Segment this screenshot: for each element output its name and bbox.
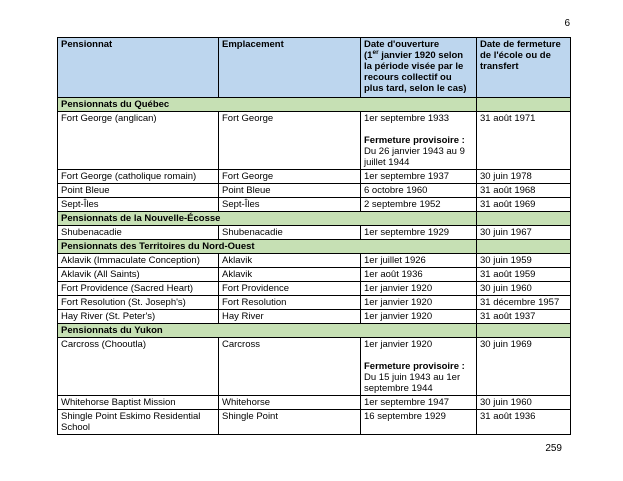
section-spacer-cell xyxy=(477,212,571,226)
opening-date: 1er août 1936 xyxy=(364,269,423,280)
cell-date-fermeture: 30 juin 1960 xyxy=(477,396,571,410)
cell-pensionnat: Point Bleue xyxy=(58,184,219,198)
cell-emplacement: Fort George xyxy=(219,170,361,184)
cell-date-fermeture: 30 juin 1969 xyxy=(477,338,571,396)
section-row xyxy=(58,240,571,254)
table-row xyxy=(58,184,571,198)
cell-emplacement: Carcross xyxy=(219,338,361,396)
opening-date: 2 septembre 1952 xyxy=(364,199,441,210)
section-title: Pensionnats des Territoires du Nord-Ouest xyxy=(58,240,477,254)
cell-pensionnat: Fort Resolution (St. Joseph's) xyxy=(58,296,219,310)
cell-pensionnat: Fort George (catholique romain) xyxy=(58,170,219,184)
cell-date-ouverture xyxy=(361,112,477,170)
cell-date-ouverture xyxy=(361,170,477,184)
opening-date: 1er septembre 1933 xyxy=(364,113,450,124)
page-number-top: 6 xyxy=(564,18,570,29)
provisional-closure-title: Fermeture provisoire : xyxy=(364,361,465,372)
cell-emplacement: Whitehorse xyxy=(219,396,361,410)
table-row xyxy=(58,396,571,410)
col-header-pensionnat: Pensionnat xyxy=(58,38,219,98)
opening-date: 1er janvier 1920 xyxy=(364,339,433,350)
provisional-closure-body: Du 15 juin 1943 au 1er septembre 1944 xyxy=(364,372,461,394)
superscript-er: er xyxy=(372,48,379,56)
provisional-closure-title: Fermeture provisoire : xyxy=(364,135,465,146)
section-spacer-cell xyxy=(477,98,571,112)
opening-date: 6 octobre 1960 xyxy=(364,185,428,196)
table-row xyxy=(58,310,571,324)
col-header-date-ouverture-label: Date d'ouverture xyxy=(364,39,440,50)
col-header-date-fermeture: Date de fermeture de l'école ou de transfert xyxy=(477,38,571,98)
cell-date-fermeture: 31 août 1969 xyxy=(477,198,571,212)
col-header-emplacement: Emplacement xyxy=(219,38,361,98)
cell-date-ouverture xyxy=(361,282,477,296)
cell-date-ouverture xyxy=(361,268,477,282)
cell-date-ouverture xyxy=(361,226,477,240)
cell-date-ouverture xyxy=(361,254,477,268)
cell-date-fermeture: 30 juin 1978 xyxy=(477,170,571,184)
table-row xyxy=(58,296,571,310)
cell-date-ouverture xyxy=(361,184,477,198)
cell-date-ouverture xyxy=(361,198,477,212)
cell-pensionnat: Aklavik (All Saints) xyxy=(58,268,219,282)
cell-pensionnat: Fort Providence (Sacred Heart) xyxy=(58,282,219,296)
pensionnats-table xyxy=(57,37,571,435)
header-row xyxy=(58,38,571,98)
cell-pensionnat: Sept-Îles xyxy=(58,198,219,212)
cell-date-fermeture: 30 juin 1960 xyxy=(477,282,571,296)
opening-date: 1er janvier 1920 xyxy=(364,297,433,308)
cell-date-fermeture: 31 août 1959 xyxy=(477,268,571,282)
cell-emplacement: Point Bleue xyxy=(219,184,361,198)
cell-date-fermeture: 30 juin 1959 xyxy=(477,254,571,268)
section-row xyxy=(58,212,571,226)
section-row xyxy=(58,98,571,112)
section-spacer-cell xyxy=(477,324,571,338)
cell-emplacement: Shubenacadie xyxy=(219,226,361,240)
cell-date-fermeture: 31 décembre 1957 xyxy=(477,296,571,310)
cell-pensionnat: Aklavik (Immaculate Conception) xyxy=(58,254,219,268)
section-title: Pensionnats de la Nouvelle-Écosse xyxy=(58,212,477,226)
cell-date-fermeture: 31 août 1968 xyxy=(477,184,571,198)
table-row xyxy=(58,112,571,170)
cell-emplacement: Fort Resolution xyxy=(219,296,361,310)
cell-pensionnat: Hay River (St. Peter's) xyxy=(58,310,219,324)
cell-emplacement: Fort Providence xyxy=(219,282,361,296)
cell-date-fermeture: 31 août 1971 xyxy=(477,112,571,170)
section-title: Pensionnats du Québec xyxy=(58,98,477,112)
cell-emplacement: Aklavik xyxy=(219,254,361,268)
opening-date: 16 septembre 1929 xyxy=(364,411,446,422)
table-row xyxy=(58,410,571,435)
col-header-date-ouverture-note: (1er janvier 1920 selon la période visée par le recours collectif ou plus tard, selon le cas) xyxy=(364,48,467,94)
cell-date-ouverture xyxy=(361,338,477,396)
opening-date: 1er septembre 1929 xyxy=(364,227,450,238)
section-title: Pensionnats du Yukon xyxy=(58,324,477,338)
cell-emplacement: Fort George xyxy=(219,112,361,170)
cell-date-fermeture: 30 juin 1967 xyxy=(477,226,571,240)
opening-date: 1er janvier 1920 xyxy=(364,283,433,294)
blank-line xyxy=(364,124,473,135)
cell-pensionnat: Shingle Point Eskimo Residential School xyxy=(58,410,219,435)
col-header-date-ouverture xyxy=(361,38,477,98)
cell-emplacement: Shingle Point xyxy=(219,410,361,435)
cell-emplacement: Aklavik xyxy=(219,268,361,282)
cell-pensionnat: Shubenacadie xyxy=(58,226,219,240)
opening-date: 1er juillet 1926 xyxy=(364,255,426,266)
opening-date: 1er septembre 1947 xyxy=(364,397,450,408)
cell-pensionnat: Carcross (Chooutla) xyxy=(58,338,219,396)
opening-date: 1er septembre 1937 xyxy=(364,171,450,182)
cell-date-fermeture: 31 août 1937 xyxy=(477,310,571,324)
table-row xyxy=(58,268,571,282)
cell-date-ouverture xyxy=(361,310,477,324)
table-row xyxy=(58,226,571,240)
table-body xyxy=(58,98,571,435)
table-row xyxy=(58,254,571,268)
cell-date-ouverture xyxy=(361,396,477,410)
cell-date-ouverture xyxy=(361,410,477,435)
table-row xyxy=(58,198,571,212)
section-row xyxy=(58,324,571,338)
provisional-closure-body: Du 26 janvier 1943 au 9 juillet 1944 xyxy=(364,146,465,168)
cell-pensionnat: Whitehorse Baptist Mission xyxy=(58,396,219,410)
table-row xyxy=(58,338,571,396)
cell-date-ouverture xyxy=(361,296,477,310)
page-number-bottom: 259 xyxy=(545,443,562,454)
section-spacer-cell xyxy=(477,240,571,254)
blank-line xyxy=(364,350,473,361)
cell-emplacement: Sept-Îles xyxy=(219,198,361,212)
table-row xyxy=(58,282,571,296)
cell-pensionnat: Fort George (anglican) xyxy=(58,112,219,170)
table-row xyxy=(58,170,571,184)
opening-date: 1er janvier 1920 xyxy=(364,311,433,322)
cell-emplacement: Hay River xyxy=(219,310,361,324)
cell-date-fermeture: 31 août 1936 xyxy=(477,410,571,435)
